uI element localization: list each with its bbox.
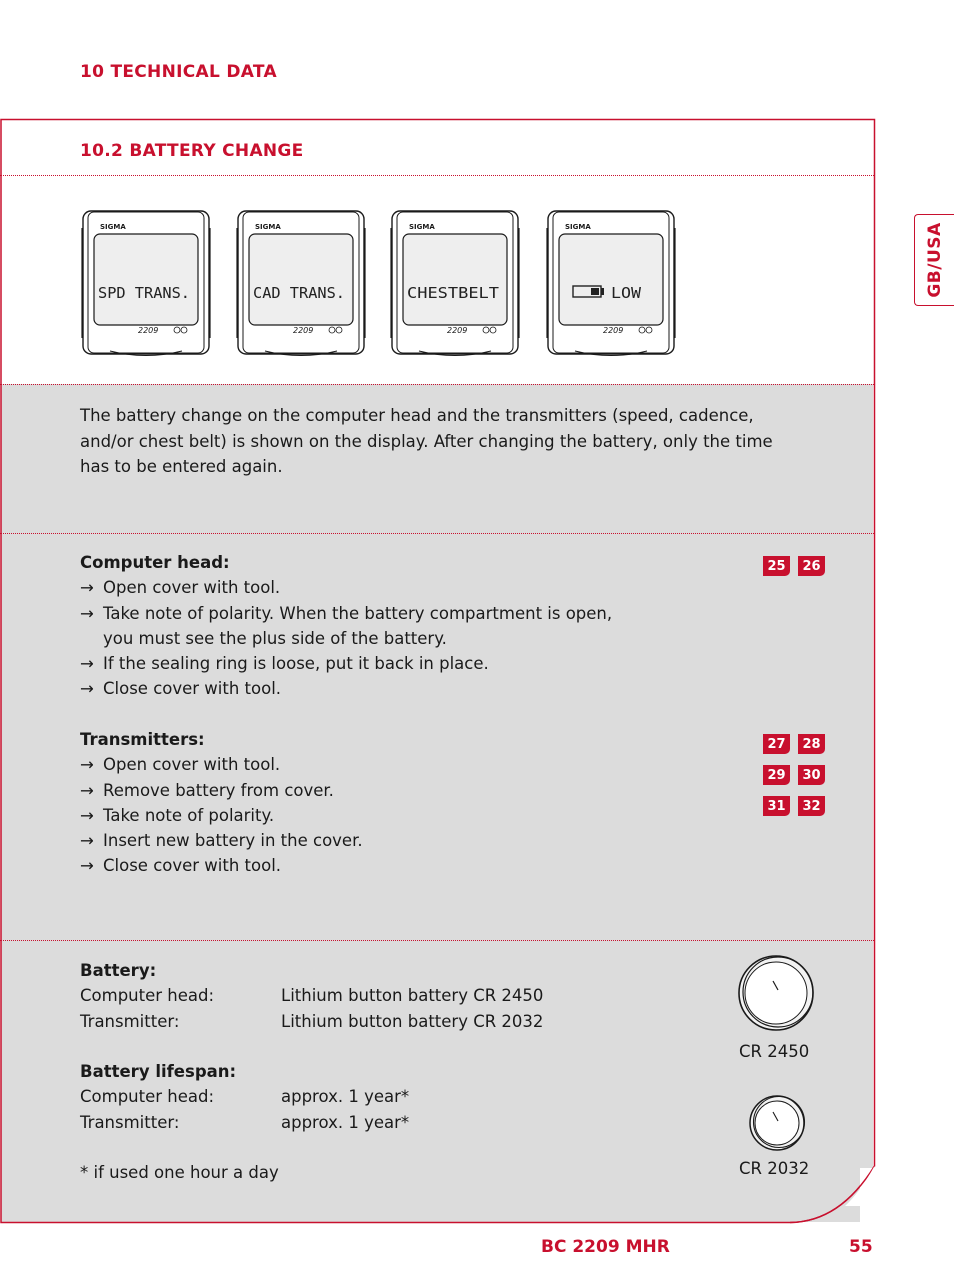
coin-battery-cr2450-icon (736, 953, 820, 1035)
arrow-icon: → (80, 654, 94, 674)
figure-badge: 30 (798, 765, 825, 785)
divider (0, 175, 874, 176)
figure-refs-transmitter (763, 734, 825, 754)
brand-label: SIGMA (255, 223, 281, 231)
transmitters-heading: Transmitters: (80, 730, 205, 749)
computer-head-heading: Computer head: (80, 553, 230, 572)
brand-label: SIGMA (100, 223, 126, 231)
intro-paragraph (80, 403, 773, 480)
intro-line: The battery change on the computer head and the transmitters (speed, cadence, (80, 406, 754, 425)
battery-type-label: CR 2032 (739, 1159, 810, 1178)
figure-refs-transmitter (763, 765, 825, 785)
display-readout: LOW (611, 284, 643, 302)
brand-label: SIGMA (409, 223, 435, 231)
list-item: → Close cover with tool. (80, 853, 363, 878)
bike-computer-illustration (389, 208, 523, 358)
list-item-continuation: you must see the plus side of the battery. (103, 628, 447, 648)
transmitter-instructions (80, 727, 363, 879)
divider (0, 940, 874, 941)
spec-row: Transmitter: Lithium button battery CR 2032 (80, 1011, 544, 1031)
arrow-icon: → (80, 805, 94, 825)
display-readout: CAD TRANS. (253, 284, 345, 302)
bike-computer-illustration (80, 208, 214, 358)
list-item: → If the sealing ring is loose, put it back in place. (80, 651, 612, 676)
figure-badge: 28 (798, 734, 825, 754)
arrow-icon: → (80, 755, 94, 775)
arrow-icon: → (80, 856, 94, 876)
language-tab-label: GB/USA (924, 222, 945, 298)
list-item: → Open cover with tool. (80, 752, 363, 777)
figure-badge: 25 (763, 556, 790, 576)
bike-computer-illustration (545, 208, 679, 358)
arrow-icon: → (80, 679, 94, 699)
figure-badge: 29 (763, 765, 790, 785)
list-item: → Remove battery from cover. (80, 778, 363, 803)
spec-row: Computer head: approx. 1 year* (80, 1087, 410, 1107)
bike-computer-illustration (235, 208, 369, 358)
arrow-icon: → (80, 578, 94, 598)
list-item: → Take note of polarity. When the battery compartment is open, (80, 601, 612, 626)
lifespan-heading: Battery lifespan: (80, 1062, 237, 1082)
figure-badge: 31 (763, 796, 790, 816)
list-item: → Close cover with tool. (80, 676, 612, 701)
figure-badge: 26 (798, 556, 825, 576)
figure-refs-computer-head (763, 556, 825, 576)
divider (0, 384, 874, 385)
arrow-icon: → (80, 603, 94, 623)
computer-head-instructions (80, 550, 612, 702)
battery-specs (80, 958, 543, 1186)
footnote: * if used one hour a day (80, 1163, 279, 1183)
intro-line: and/or chest belt) is shown on the display. After changing the battery, only the time (80, 431, 773, 451)
display-readout: CHESTBELT (407, 284, 499, 302)
coin-battery-cr2032-icon (748, 1093, 810, 1153)
model-label: 2209 (293, 326, 314, 335)
figure-badge: 32 (798, 796, 825, 816)
model-label: 2209 (603, 326, 624, 335)
list-item: → Take note of polarity. (80, 803, 363, 828)
spec-row: Transmitter: approx. 1 year* (80, 1112, 410, 1132)
figure-badge: 27 (763, 734, 790, 754)
battery-heading: Battery: (80, 961, 157, 980)
brand-label: SIGMA (565, 223, 591, 231)
intro-line: has to be entered again. (80, 457, 283, 476)
model-label: 2209 (447, 326, 468, 335)
chapter-heading: 10 TECHNICAL DATA (80, 62, 277, 82)
list-item: → Open cover with tool. (80, 575, 612, 600)
arrow-icon: → (80, 780, 94, 800)
spec-row: Computer head: Lithium button battery CR 2450 (80, 986, 544, 1006)
figure-refs-transmitter (763, 796, 825, 816)
arrow-icon: → (80, 831, 94, 851)
section-title: 10.2 BATTERY CHANGE (80, 141, 304, 161)
divider (0, 533, 874, 534)
page-number: 55 (849, 1237, 873, 1257)
battery-type-label: CR 2450 (739, 1042, 810, 1061)
display-readout: SPD TRANS. (98, 284, 190, 302)
model-label: 2209 (138, 326, 159, 335)
footer-model: BC 2209 MHR (541, 1237, 670, 1257)
list-item: → Insert new battery in the cover. (80, 828, 363, 853)
